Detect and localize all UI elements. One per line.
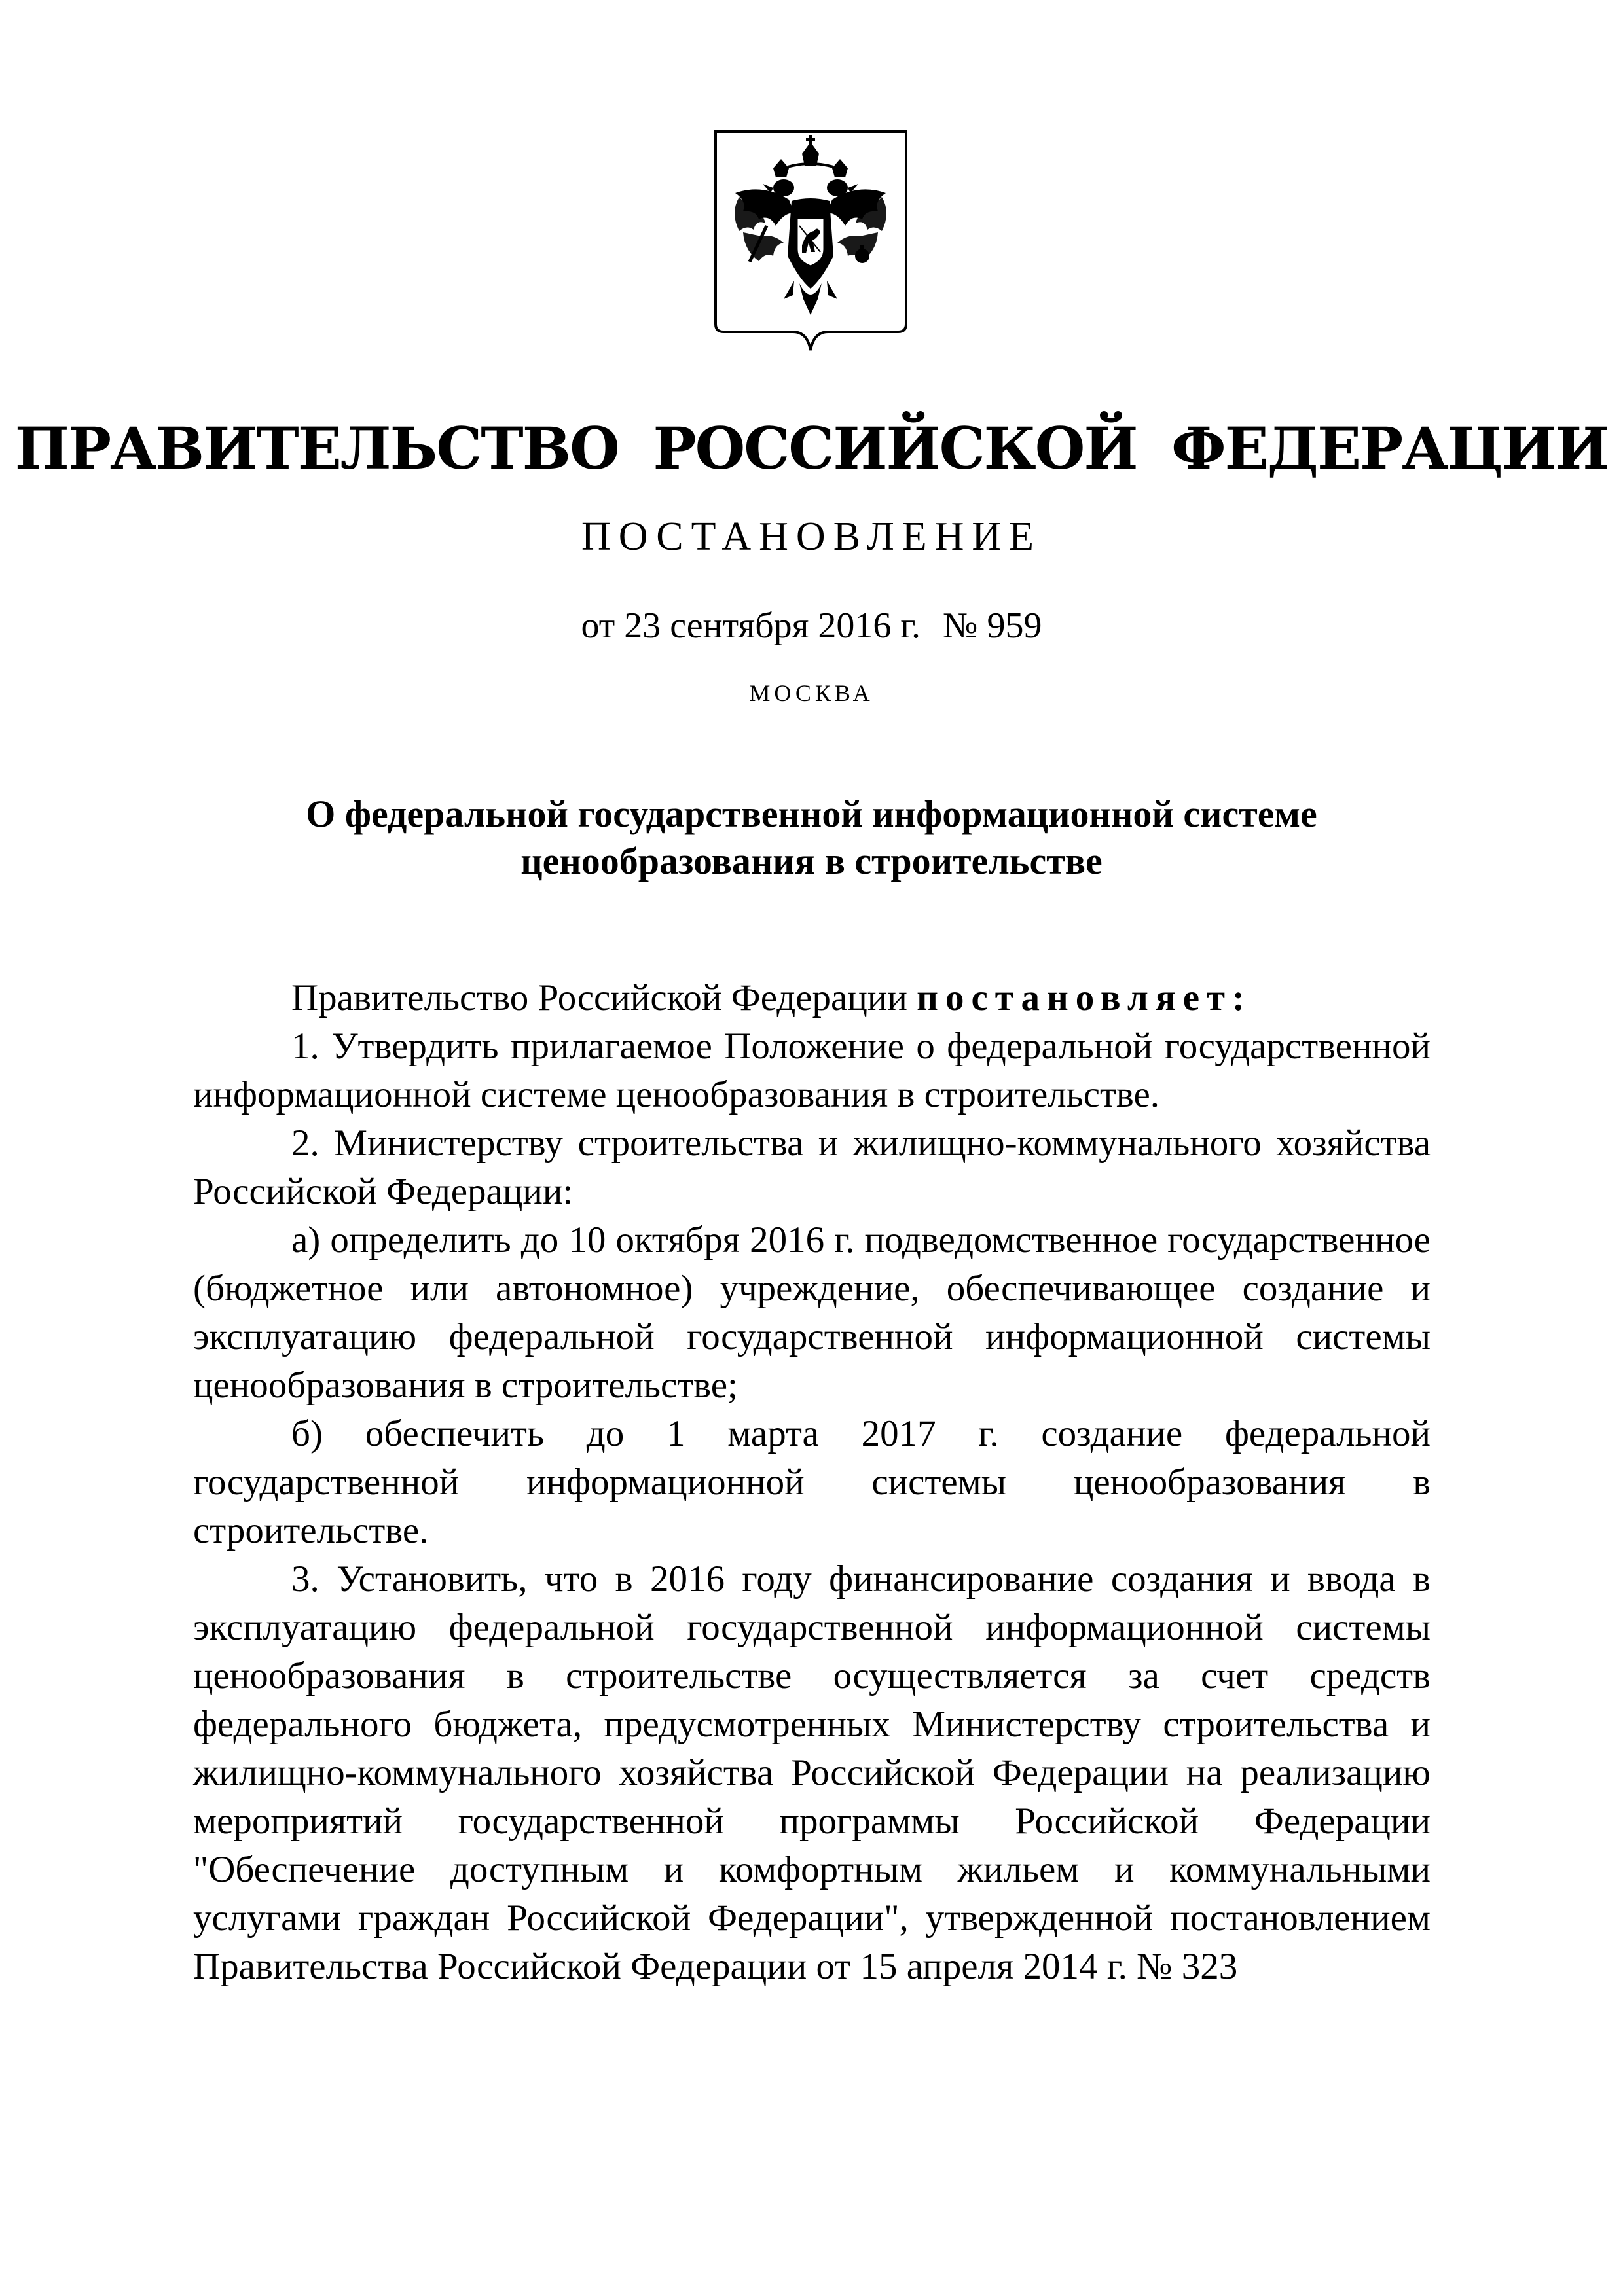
document-city: МОСКВА [749,680,874,706]
document-type: ПОСТАНОВЛЕНИЕ [581,514,1042,559]
paragraph-2b: б) обеспечить до 1 марта 2017 г. создание федеральной государственной информационной системы ценообразования в строительстве. [193,1413,1431,1551]
paragraph-3: 3. Установить, что в 2016 году финансирование создания и ввода в эксплуатацию федеральной государственной информационной системы ценообразования в строительстве осуществляется за счет средств федерального бюджета, предусмотренных Министерству строительства и жилищно-коммунального хозяйства Российской Федерации на реализацию мероприятий государственной программы Российской Федерации "Обеспечение доступным и комфортным жильем и коммунальными услугами граждан Российской Федерации", утвержденной постановлением Правительства Российской Федерации от 15 апреля 2014 г. № 323 [193,1558,1431,1987]
paragraph-2a: а) определить до 10 октября 2016 г. подведомственное государственное (бюджетное или автономное) учреждение, обеспечивающее создание и эксплуатацию федеральной государственной информационной системы ценообразования в строительстве; [193,1219,1431,1406]
document-date-line [0,602,1623,649]
document-subject [0,791,1623,885]
document-body [193,974,1431,1991]
russian-coat-of-arms-icon [710,128,911,363]
subject-line-1: О федеральной государственной информационной системе [306,793,1317,835]
government-title: ПРАВИТЕЛЬСТВО РОССИЙСКОЙ ФЕДЕРАЦИИ [14,414,1609,482]
preamble-verb: постановляет: [917,977,1252,1018]
subject-line-2: ценообразования в строительстве [520,840,1103,882]
document-date: от 23 сентября 2016 г. [581,605,921,646]
preamble-text: Правительство Российской Федерации [291,977,917,1018]
paragraph-2: 2. Министерству строительства и жилищно-коммунального хозяйства Российской Федерации: [193,1122,1431,1212]
preamble-paragraph [193,974,1431,1022]
document-number: № 959 [943,605,1042,646]
paragraph-1: 1. Утвердить прилагаемое Положение о федеральной государственной информационной системе ценообразования в строительстве. [193,1026,1431,1115]
